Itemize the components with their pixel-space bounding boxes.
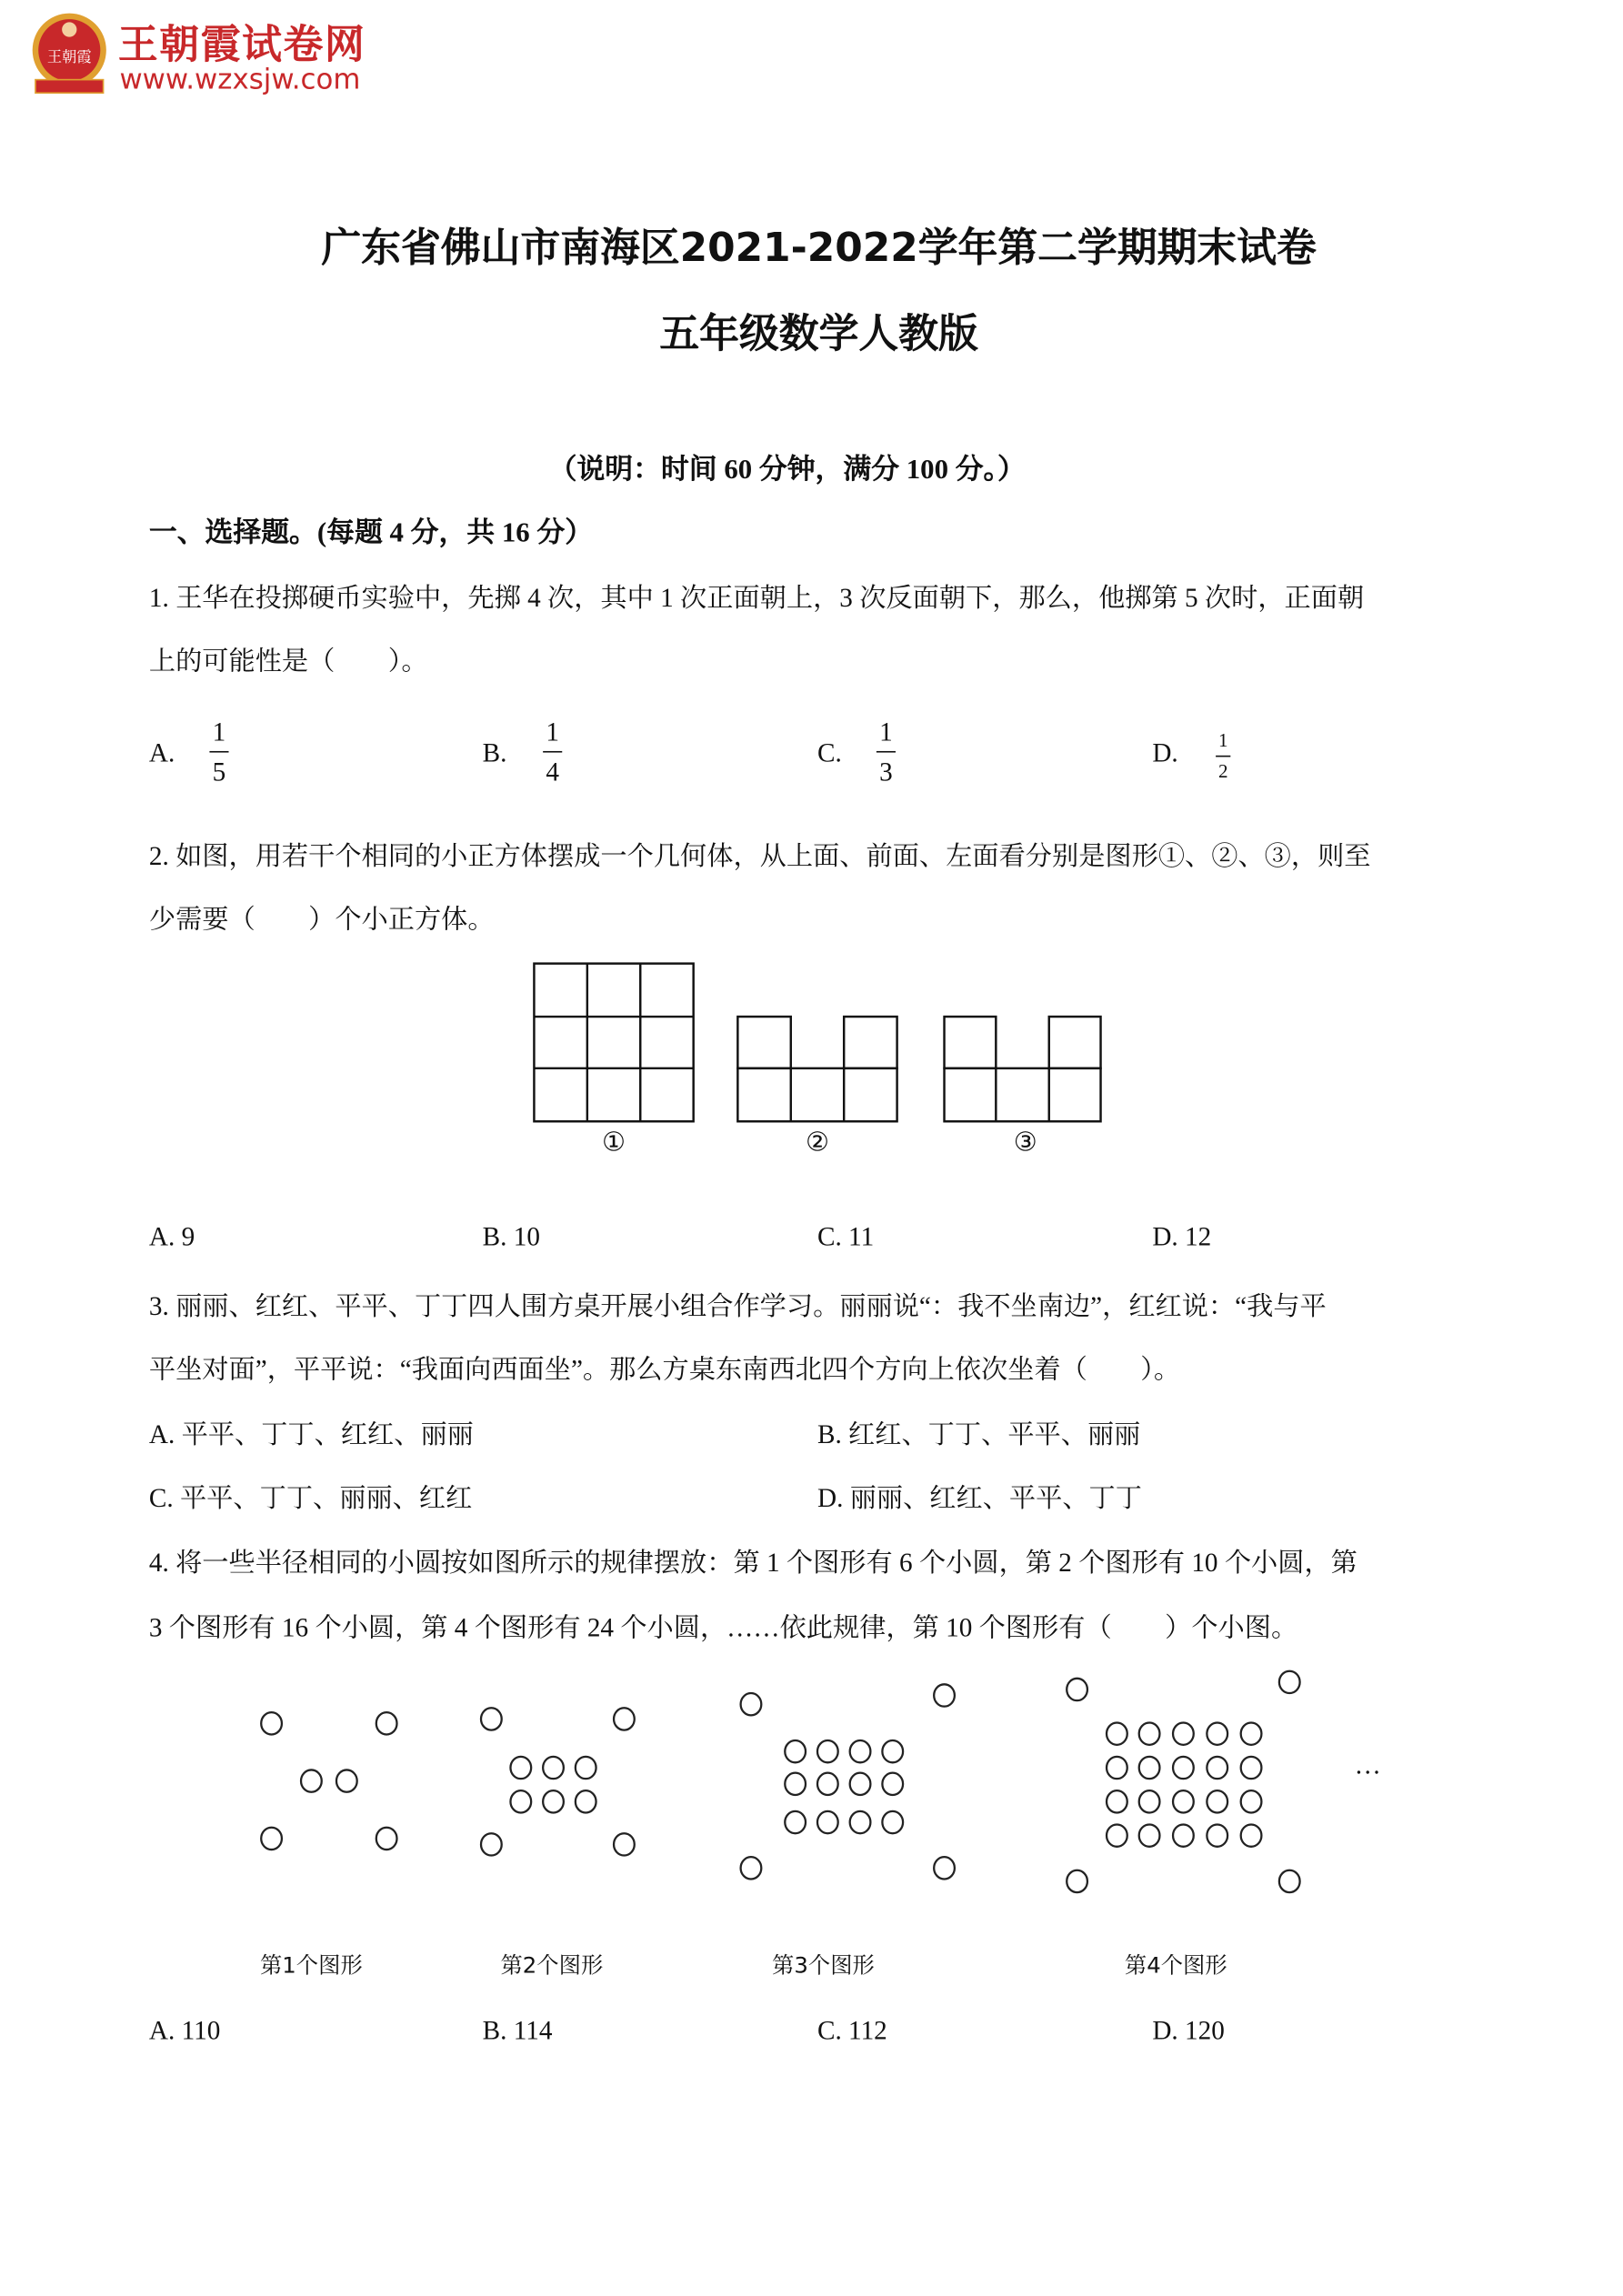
small-circle — [934, 1684, 955, 1706]
small-circle — [1241, 1757, 1262, 1779]
small-circle — [1241, 1723, 1262, 1745]
small-circle — [785, 1740, 806, 1762]
small-circle — [510, 1757, 531, 1779]
small-circle — [934, 1857, 955, 1879]
small-circle — [850, 1773, 871, 1795]
option-label: B. — [482, 737, 507, 767]
small-circle — [1139, 1824, 1160, 1846]
q4-text-line1: 4. 将一些半径相同的小圆按如图所示的规律摆放：第 1 个图形有 6 个小圆，第 2 个图形有 10 个小圆，第 — [148, 1548, 1358, 1578]
q3-text-line2: 平坐对面”，平平说：“我面向西面坐”。那么方桌东南西北四个方向上依次坐着（ ）。 — [148, 1354, 1181, 1385]
small-circle — [543, 1757, 564, 1779]
numerator: 1 — [546, 717, 560, 747]
small-circle — [1139, 1723, 1160, 1745]
small-circle — [882, 1811, 903, 1833]
small-circle — [376, 1828, 397, 1850]
small-circle — [261, 1712, 282, 1734]
small-circle — [817, 1811, 838, 1833]
small-circle — [576, 1790, 596, 1812]
pattern-label-1: 第1个图形 — [259, 1951, 363, 1980]
q1-text-line2: 上的可能性是（ ）。 — [148, 646, 428, 677]
small-circle — [1107, 1790, 1127, 1812]
q1-text-line1: 1. 王华在投掷硬币实验中，先掷 4 次，其中 1 次正面朝上，3 次反面朝下，那么，他掷第 5 次时，正面朝 — [148, 582, 1365, 613]
small-circle — [850, 1740, 871, 1762]
pattern-label-4: 第4个图形 — [1124, 1951, 1227, 1980]
q4-option-a[interactable]: A. 110 — [148, 2015, 221, 2046]
denominator: 5 — [212, 757, 226, 787]
small-circle — [1173, 1824, 1194, 1846]
small-circle — [1207, 1757, 1227, 1779]
small-circle — [1207, 1824, 1227, 1846]
pattern-figure-1 — [261, 1712, 396, 1850]
q2-option-b[interactable]: B. 10 — [482, 1221, 540, 1252]
page-subtitle: 五年级数学人教版 — [659, 311, 978, 357]
q3-option-c[interactable]: C. 平平、丁丁、丽丽、红红 — [148, 1482, 473, 1513]
small-circle — [1173, 1790, 1194, 1812]
pattern-label-2: 第2个图形 — [500, 1951, 604, 1980]
page-title: 广东省佛山市南海区2021-2022学年第二学期期末试卷 — [321, 226, 1317, 272]
small-circle — [1067, 1870, 1087, 1892]
q4-text-line2: 3 个图形有 16 个小圆，第 4 个图形有 24 个小圆，……依此规律，第 10 个图形有（ ）个小图。 — [148, 1612, 1298, 1643]
small-circle — [1279, 1671, 1300, 1693]
q2-text-line2: 少需要（ ）个小正方体。 — [148, 904, 495, 935]
small-circle — [576, 1757, 596, 1779]
small-circle — [741, 1693, 762, 1715]
option-label: D. — [1152, 737, 1178, 767]
small-circle — [543, 1790, 564, 1812]
ellipsis: … — [1354, 1750, 1381, 1780]
q2-text-line1: 2. 如图，用若干个相同的小正方体摆成一个几何体，从上面、前面、左面看分别是图形①、②、③，则至 — [148, 840, 1371, 871]
small-circle — [510, 1790, 531, 1812]
small-circle — [1241, 1824, 1262, 1846]
small-circle — [1139, 1757, 1160, 1779]
small-circle — [817, 1740, 838, 1762]
small-circle — [1107, 1757, 1127, 1779]
small-circle — [817, 1773, 838, 1795]
pattern-figure-4 — [1067, 1671, 1299, 1892]
figure-label-1: ① — [602, 1127, 626, 1158]
small-circle — [614, 1833, 635, 1855]
pattern-label-3: 第3个图形 — [772, 1951, 875, 1980]
small-circle — [741, 1857, 762, 1879]
figure-label-2: ② — [805, 1127, 830, 1158]
q4-option-b[interactable]: B. 114 — [482, 2015, 553, 2046]
small-circle — [1173, 1723, 1194, 1745]
q3-option-a[interactable]: A. 平平、丁丁、红红、丽丽 — [148, 1419, 474, 1449]
exam-note: （说明：时间 60 分钟，满分 100 分。） — [548, 454, 1026, 486]
small-circle — [336, 1770, 357, 1791]
small-circle — [1139, 1790, 1160, 1812]
small-circle — [882, 1740, 903, 1762]
logo-url[interactable]: www.wzxsjw.com — [119, 63, 361, 96]
q4-option-d[interactable]: D. 120 — [1152, 2015, 1225, 2046]
small-circle — [785, 1811, 806, 1833]
numerator: 1 — [1217, 728, 1228, 751]
small-circle — [376, 1712, 397, 1734]
q2-option-a[interactable]: A. 9 — [148, 1221, 195, 1252]
small-circle — [301, 1770, 322, 1791]
q3-text-line1: 3. 丽丽、红红、平平、丁丁四人围方桌开展小组合作学习。丽丽说“：我不坐南边”，红红说：“我与平 — [148, 1290, 1327, 1321]
small-circle — [614, 1708, 635, 1730]
small-circle — [1107, 1723, 1127, 1745]
small-circle — [481, 1708, 502, 1730]
option-label: C. — [817, 737, 842, 767]
small-circle — [785, 1773, 806, 1795]
small-circle — [1067, 1679, 1087, 1700]
pattern-figure-2 — [481, 1708, 635, 1855]
numerator: 1 — [212, 717, 226, 747]
small-circle — [1241, 1790, 1262, 1812]
small-circle — [850, 1811, 871, 1833]
small-circle — [1107, 1824, 1127, 1846]
small-circle — [1207, 1723, 1227, 1745]
denominator: 3 — [879, 757, 893, 787]
q2-option-d[interactable]: D. 12 — [1152, 1221, 1212, 1252]
small-circle — [1279, 1870, 1300, 1892]
q4-option-c[interactable]: C. 112 — [817, 2015, 887, 2046]
option-label: A. — [148, 737, 175, 767]
denominator: 4 — [546, 757, 560, 787]
numerator: 1 — [879, 717, 893, 747]
figure-label-3: ③ — [1013, 1127, 1037, 1158]
q3-option-b[interactable]: B. 红红、丁丁、平平、丽丽 — [817, 1419, 1141, 1449]
small-circle — [1173, 1757, 1194, 1779]
svg-text:王朝霞: 王朝霞 — [46, 48, 92, 66]
pattern-figure-3 — [741, 1684, 955, 1879]
section-heading: 一、选择题。(每题 4 分，共 16 分） — [148, 517, 594, 549]
denominator: 2 — [1217, 759, 1228, 783]
q3-option-d[interactable]: D. 丽丽、红红、平平、丁丁 — [817, 1482, 1142, 1513]
logo-name: 王朝霞试卷网 — [117, 22, 366, 68]
q2-option-c[interactable]: C. 11 — [817, 1221, 875, 1252]
small-circle — [882, 1773, 903, 1795]
small-circle — [1207, 1790, 1227, 1812]
small-circle — [481, 1833, 502, 1855]
small-circle — [261, 1828, 282, 1850]
